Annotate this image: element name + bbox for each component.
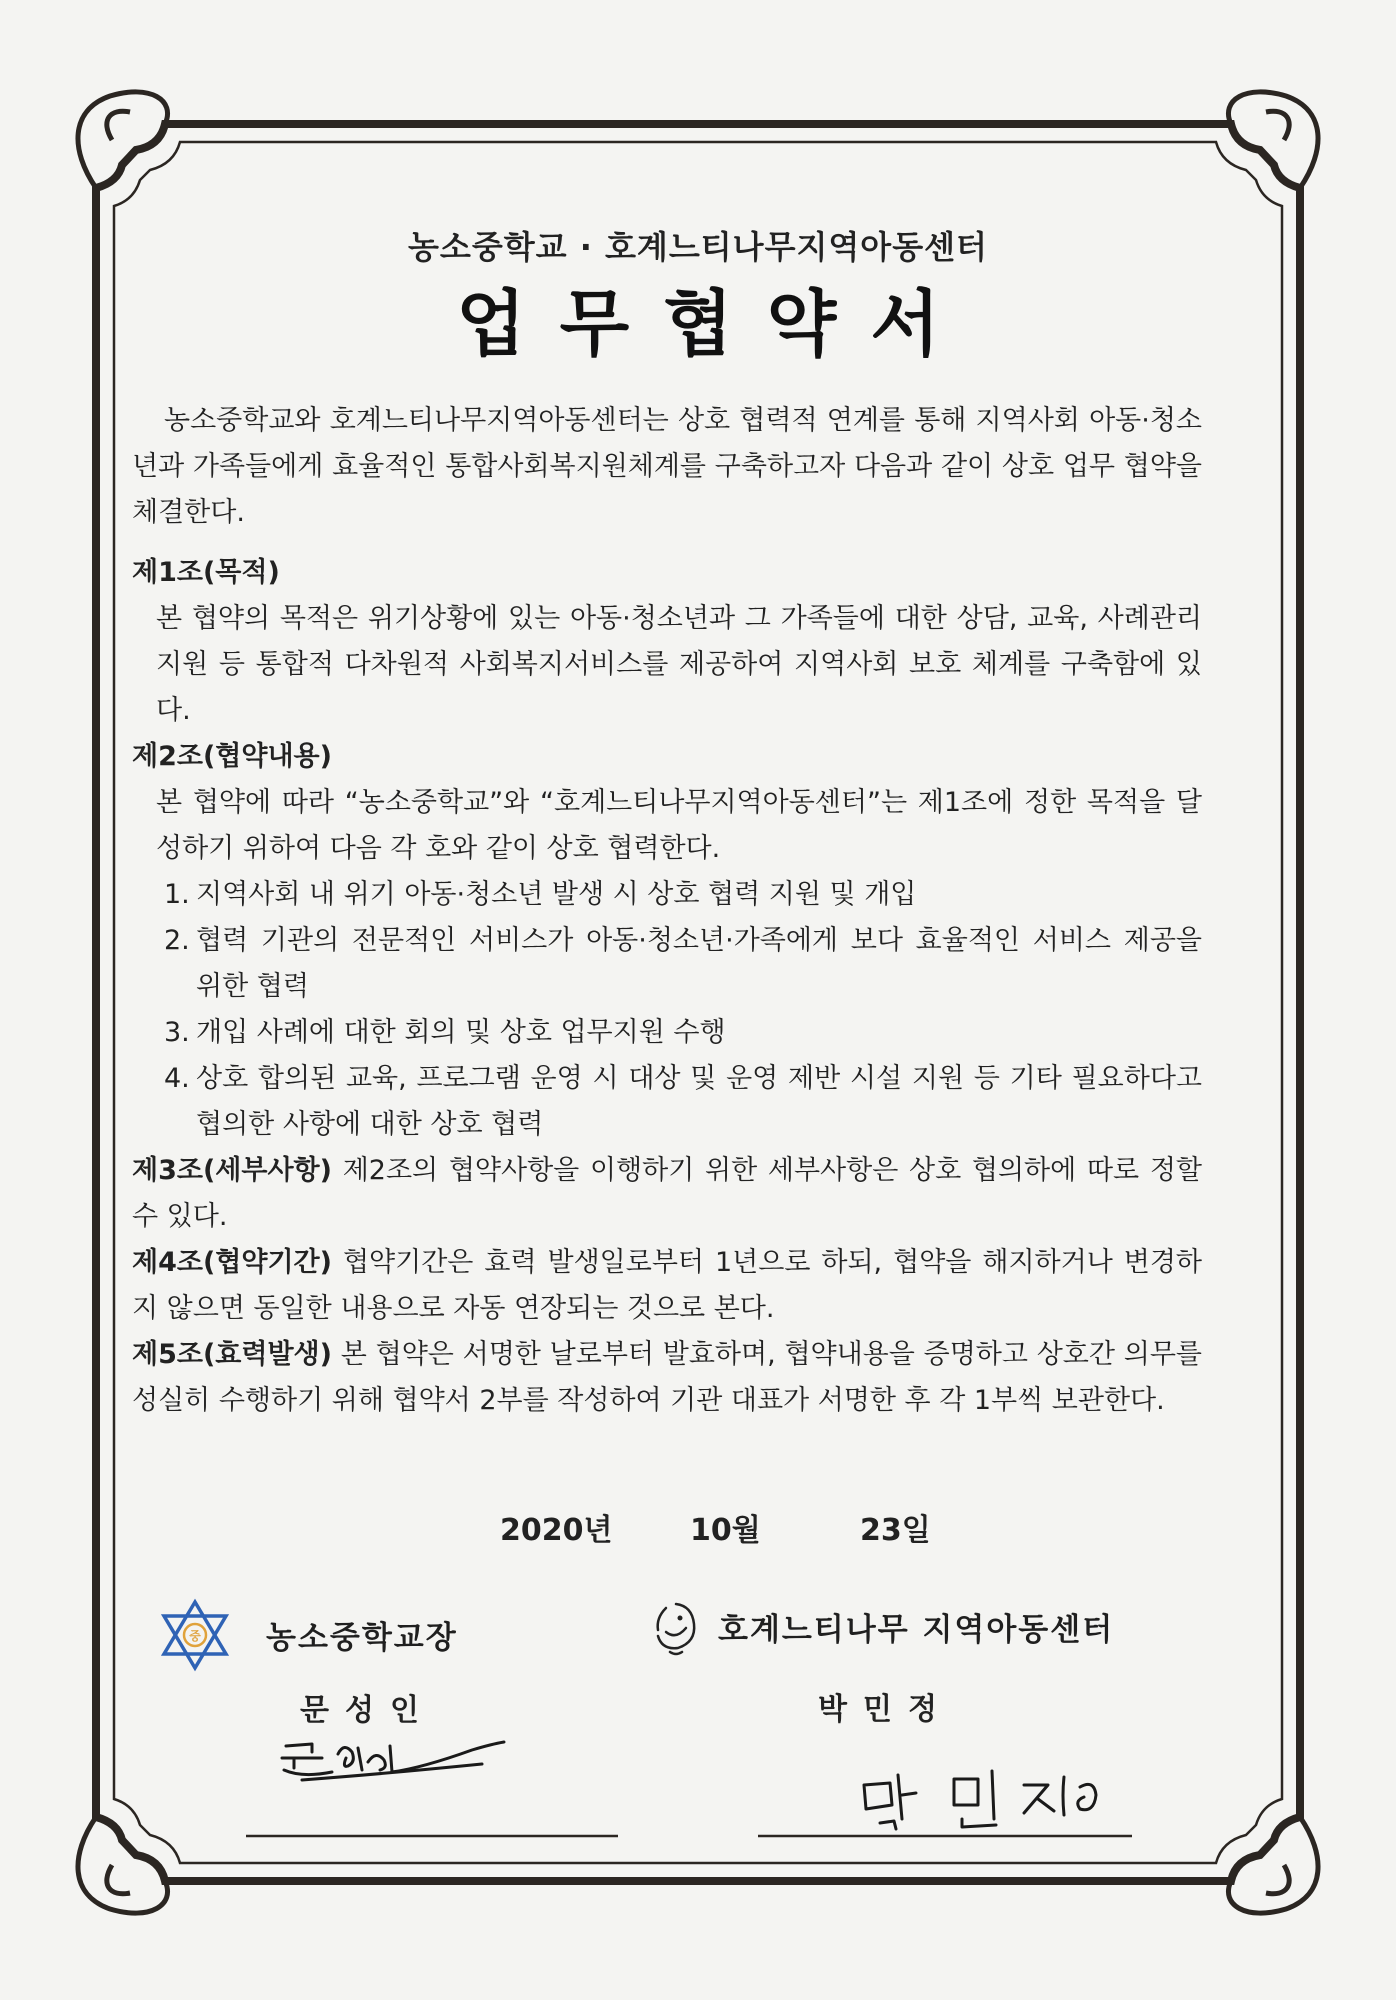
article-1-title: 제1조(목적)	[132, 557, 280, 588]
seal-text: 중	[189, 1629, 201, 1643]
right-signatory-org: 호계느티나무 지역아동센터	[718, 1612, 1115, 1648]
list-item: 2. 협력 기관의 전문적인 서비스가 아동·청소년·가족에게 보다 효율적인 서비스 제공을 위한 협력	[164, 925, 1202, 1002]
list-item: 1. 지역사회 내 위기 아동·청소년 발생 시 상호 협력 지원 및 개입	[164, 879, 917, 910]
article-5	[132, 1332, 1202, 1424]
agreement-body	[132, 398, 1202, 1424]
right-signatory-name: 박민정	[818, 1692, 953, 1727]
article-1-body: 본 협약의 목적은 위기상황에 있는 아동·청소년과 그 가족들에 대한 상담, 교육, 사례관리 지원 등 통합적 다차원적 사회복지서비스를 제공하여 지역사회 보호 체계를 구축함에 있다.	[156, 603, 1202, 726]
right-handwritten-signature	[858, 1765, 1108, 1835]
date-month: 10월	[690, 1513, 761, 1548]
article-1	[132, 550, 1202, 734]
list-item: 3. 개입 사례에 대한 회의 및 상호 업무지원 수행	[164, 1017, 726, 1048]
article-2	[132, 734, 1202, 1148]
article-3	[132, 1148, 1202, 1240]
article-5-title: 제5조(효력발생)	[132, 1339, 332, 1370]
document-title: 업무협약서	[456, 282, 974, 366]
date-year: 2020년	[500, 1513, 613, 1548]
center-logo-face-icon	[648, 1598, 704, 1660]
left-handwritten-signature	[272, 1728, 532, 1788]
article-3-body: 제2조의 협약사항을 이행하기 위한 세부사항은 상호 협의하에 따로 정할 수 있다.	[132, 1155, 1202, 1232]
left-signatory-name: 문성인	[300, 1693, 435, 1728]
article-2-items	[132, 872, 1202, 1148]
date-day: 23일	[860, 1513, 931, 1548]
article-2-body: 본 협약에 따라 “농소중학교”와 “호계느티나무지역아동센터”는 제1조에 정한 목적을 달성하기 위하여 다음 각 호와 같이 상호 협력한다.	[156, 787, 1202, 864]
article-5-body: 본 협약은 서명한 날로부터 발효하며, 협약내용을 증명하고 상호간 의무를 성실히 수행하기 위해 협약서 2부를 작성하여 기관 대표가 서명한 후 각 1부씩 보관한다.	[132, 1339, 1202, 1416]
article-3-title: 제3조(세부사항)	[132, 1155, 332, 1186]
intro-paragraph: 농소중학교와 호계느티나무지역아동센터는 상호 협력적 연계를 통해 지역사회 아동·청소년과 가족들에게 효율적인 통합사회복지원체계를 구축하고자 다음과 같이 상호 업무 협약을 체결한다.	[132, 405, 1202, 528]
left-signatory-org: 농소중학교장	[266, 1620, 458, 1656]
list-item: 4. 상호 합의된 교육, 프로그램 운영 시 대상 및 운영 제반 시설 지원 등 기타 필요하다고 협의한 사항에 대한 상호 협력	[164, 1063, 1202, 1140]
document-subtitle: 농소중학교 · 호계느티나무지역아동센터	[408, 228, 988, 266]
school-seal-star-icon	[158, 1598, 232, 1672]
article-4-body: 협약기간은 효력 발생일로부터 1년으로 하되, 협약을 해지하거나 변경하지 않으면 동일한 내용으로 자동 연장되는 것으로 본다.	[132, 1247, 1203, 1324]
article-4-title: 제4조(협약기간)	[132, 1247, 332, 1278]
article-2-title: 제2조(협약내용)	[132, 741, 332, 772]
article-4	[132, 1240, 1202, 1332]
